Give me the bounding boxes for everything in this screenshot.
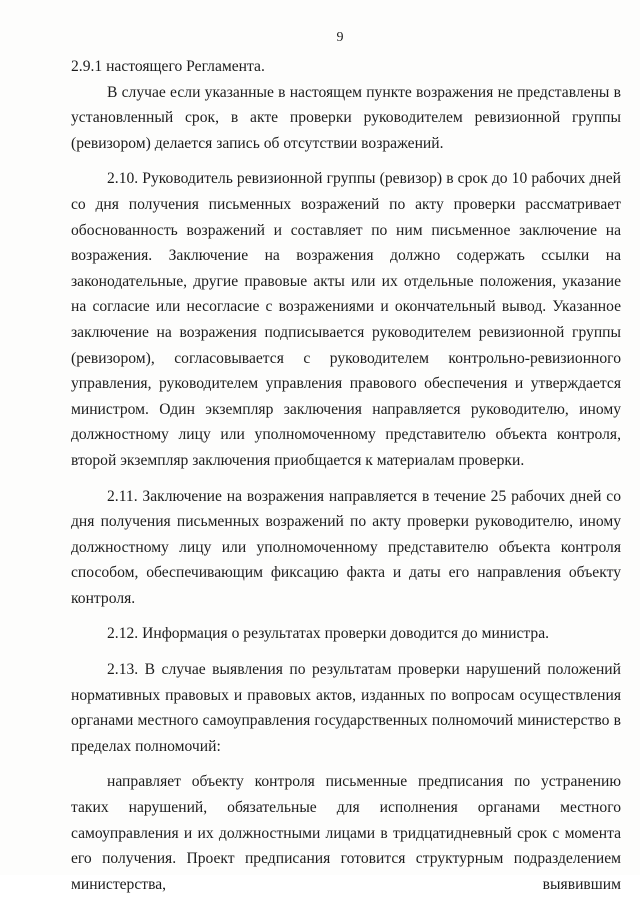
page-number: 9 bbox=[336, 30, 344, 45]
paragraph-2-12: 2.12. Информация о результатах проверки доводится до министра. bbox=[107, 625, 550, 643]
paragraph-no-objections: В случае если указанные в настоящем пункте возражения не представлены в установленный срок, в акте проверки руководителем ревизионной группы (ревизором) делается запись об отсутствии возражений. bbox=[71, 83, 621, 152]
document-body bbox=[71, 54, 621, 897]
paragraph-prescription: направляет объекту контроля письменные предписания по устранению таких нарушений, обязательные для исполнения органами местного самоуправления и их должностными лицами в тридцатидневный срок с момента его получения. Проект предписания готовится структурным подразделением министерства, выявившим bbox=[71, 773, 621, 893]
paragraph-2-11: 2.11. Заключение на возражения направляется в течение 25 рабочих дней со дня получения письменных возражений по акту проверки руководителю, иному должностному лицу или уполномоченному представителю объекта контроля способом, обеспечивающим фиксацию факта и даты его направления объекту контроля. bbox=[71, 487, 621, 607]
paragraph-2-10: 2.10. Руководитель ревизионной группы (ревизор) в срок до 10 рабочих дней со дня получения письменных возражений по акту проверки рассматривает обоснованность возражений и составляет по ним письменное заключение на возражения. Заключение на возражения должно содержать ссылки на законодательные, другие правовые акты или их отдельные положения, указание на согласие или несогласие с возражениями и окончательный вывод. Указанное заключение на возражения подписывается руководителем ревизионной группы (ревизором), согласовывается с руководителем контрольно-ревизионного управления, руководителем управления правового обеспечения и утверждается министром. Один экземпляр заключения направляется руководителю, иному должностному лицу или уполномоченному представителю объекта контроля, второй экземпляр заключения приобщается к материалам проверки. bbox=[71, 170, 621, 469]
paragraph-continuation: 2.9.1 настоящего Регламента. bbox=[71, 58, 265, 75]
paragraph-2-13: 2.13. В случае выявления по результатам проверки нарушений положений нормативных правовых и правовых актов, изданных по вопросам осуществления органами местного самоуправления государственных полномочий министерство в пределах полномочий: bbox=[71, 661, 621, 755]
